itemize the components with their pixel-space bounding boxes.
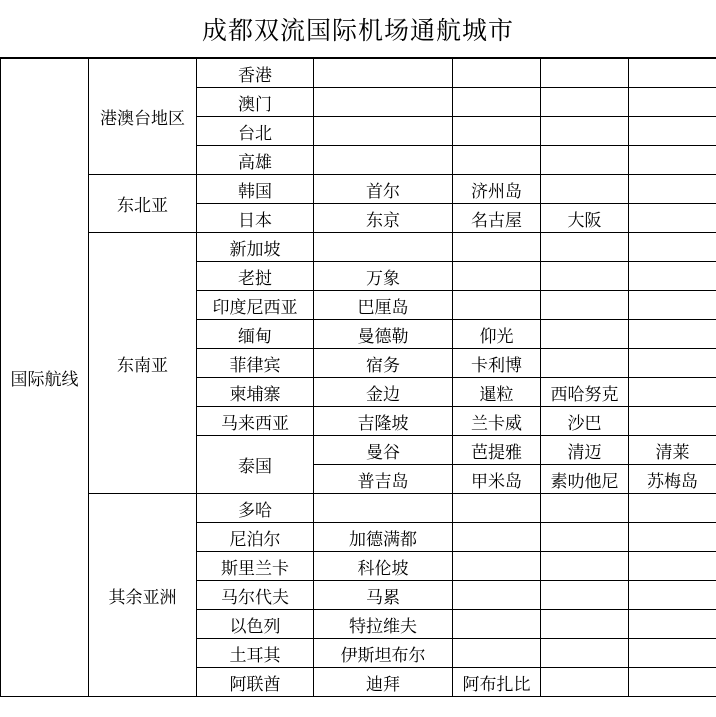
city-cell xyxy=(629,378,716,407)
city-cell xyxy=(453,552,541,581)
country-cell: 泰国 xyxy=(197,436,314,494)
country-cell: 日本 xyxy=(197,204,314,233)
city-cell xyxy=(453,233,541,262)
city-cell xyxy=(629,668,716,697)
city-cell xyxy=(314,117,453,146)
city-cell: 宿务 xyxy=(314,349,453,378)
city-cell: 济州岛 xyxy=(453,175,541,204)
city-cell: 吉隆坡 xyxy=(314,407,453,436)
city-cell xyxy=(453,523,541,552)
city-cell xyxy=(541,523,629,552)
city-cell xyxy=(453,146,541,175)
city-cell xyxy=(629,88,716,117)
city-cell: 伊斯坦布尔 xyxy=(314,639,453,668)
city-cell xyxy=(629,204,716,233)
country-cell: 以色列 xyxy=(197,610,314,639)
city-cell xyxy=(453,291,541,320)
city-cell: 兰卡威 xyxy=(453,407,541,436)
city-cell: 素叻他尼 xyxy=(541,465,629,494)
city-cell xyxy=(541,117,629,146)
country-cell: 柬埔寨 xyxy=(197,378,314,407)
city-cell xyxy=(629,291,716,320)
city-cell: 曼谷 xyxy=(314,436,453,465)
city-cell xyxy=(541,291,629,320)
city-cell xyxy=(541,494,629,523)
city-cell xyxy=(314,146,453,175)
city-cell xyxy=(629,233,716,262)
city-cell xyxy=(541,668,629,697)
country-cell: 印度尼西亚 xyxy=(197,291,314,320)
city-cell xyxy=(629,146,716,175)
sheet-title: 成都双流国际机场通航城市 xyxy=(0,0,716,58)
region-cell: 港澳台地区 xyxy=(89,59,197,175)
city-cell: 卡利博 xyxy=(453,349,541,378)
country-cell: 马来西亚 xyxy=(197,407,314,436)
city-cell: 阿布扎比 xyxy=(453,668,541,697)
city-cell xyxy=(629,59,716,88)
city-cell xyxy=(541,175,629,204)
city-cell xyxy=(314,233,453,262)
table-row xyxy=(1,59,716,88)
city-cell xyxy=(629,175,716,204)
city-cell xyxy=(541,146,629,175)
city-cell xyxy=(629,639,716,668)
city-cell xyxy=(629,610,716,639)
city-cell: 沙巴 xyxy=(541,407,629,436)
country-cell: 斯里兰卡 xyxy=(197,552,314,581)
city-cell xyxy=(314,494,453,523)
city-cell xyxy=(541,610,629,639)
city-cell: 曼德勒 xyxy=(314,320,453,349)
city-cell: 首尔 xyxy=(314,175,453,204)
city-cell xyxy=(629,262,716,291)
city-cell xyxy=(541,349,629,378)
region-cell: 东南亚 xyxy=(89,233,197,494)
city-cell: 甲米岛 xyxy=(453,465,541,494)
city-cell xyxy=(314,59,453,88)
city-cell: 东京 xyxy=(314,204,453,233)
city-cell xyxy=(629,581,716,610)
city-cell: 名古屋 xyxy=(453,204,541,233)
city-cell: 特拉维夫 xyxy=(314,610,453,639)
country-cell: 多哈 xyxy=(197,494,314,523)
city-cell: 西哈努克 xyxy=(541,378,629,407)
city-cell xyxy=(629,552,716,581)
city-cell: 加德满都 xyxy=(314,523,453,552)
city-cell xyxy=(629,523,716,552)
city-cell: 金边 xyxy=(314,378,453,407)
city-cell: 马累 xyxy=(314,581,453,610)
table-row xyxy=(1,494,716,523)
country-cell: 高雄 xyxy=(197,146,314,175)
category-cell: 国际航线 xyxy=(1,59,89,697)
country-cell: 缅甸 xyxy=(197,320,314,349)
city-cell xyxy=(541,320,629,349)
city-cell xyxy=(314,88,453,117)
city-cell xyxy=(629,117,716,146)
country-cell: 韩国 xyxy=(197,175,314,204)
city-cell: 暹粒 xyxy=(453,378,541,407)
city-cell xyxy=(629,407,716,436)
city-cell xyxy=(629,320,716,349)
city-cell: 巴厘岛 xyxy=(314,291,453,320)
country-cell: 尼泊尔 xyxy=(197,523,314,552)
country-cell: 老挝 xyxy=(197,262,314,291)
city-cell xyxy=(453,117,541,146)
country-cell: 阿联酋 xyxy=(197,668,314,697)
city-cell: 清莱 xyxy=(629,436,716,465)
city-cell xyxy=(541,262,629,291)
city-cell xyxy=(629,494,716,523)
city-cell xyxy=(629,349,716,378)
region-cell: 东北亚 xyxy=(89,175,197,233)
city-cell xyxy=(453,639,541,668)
country-cell: 菲律宾 xyxy=(197,349,314,378)
country-cell: 香港 xyxy=(197,59,314,88)
city-cell xyxy=(541,639,629,668)
city-cell: 苏梅岛 xyxy=(629,465,716,494)
city-cell xyxy=(453,581,541,610)
city-cell xyxy=(453,494,541,523)
city-cell xyxy=(541,552,629,581)
city-cell: 普吉岛 xyxy=(314,465,453,494)
city-cell: 大阪 xyxy=(541,204,629,233)
city-cell: 万象 xyxy=(314,262,453,291)
city-cell xyxy=(541,59,629,88)
table-row xyxy=(1,233,716,262)
city-cell xyxy=(541,88,629,117)
country-cell: 澳门 xyxy=(197,88,314,117)
city-table xyxy=(0,58,716,697)
country-cell: 马尔代夫 xyxy=(197,581,314,610)
city-cell: 科伦坡 xyxy=(314,552,453,581)
country-cell: 土耳其 xyxy=(197,639,314,668)
city-cell: 迪拜 xyxy=(314,668,453,697)
city-cell xyxy=(453,262,541,291)
table-row xyxy=(1,175,716,204)
city-cell xyxy=(541,233,629,262)
city-cell: 芭提雅 xyxy=(453,436,541,465)
city-cell: 清迈 xyxy=(541,436,629,465)
country-cell: 台北 xyxy=(197,117,314,146)
city-cell xyxy=(453,59,541,88)
country-cell: 新加坡 xyxy=(197,233,314,262)
region-cell: 其余亚洲 xyxy=(89,494,197,697)
city-cell: 仰光 xyxy=(453,320,541,349)
city-cell xyxy=(453,88,541,117)
city-cell xyxy=(453,610,541,639)
city-cell xyxy=(541,581,629,610)
